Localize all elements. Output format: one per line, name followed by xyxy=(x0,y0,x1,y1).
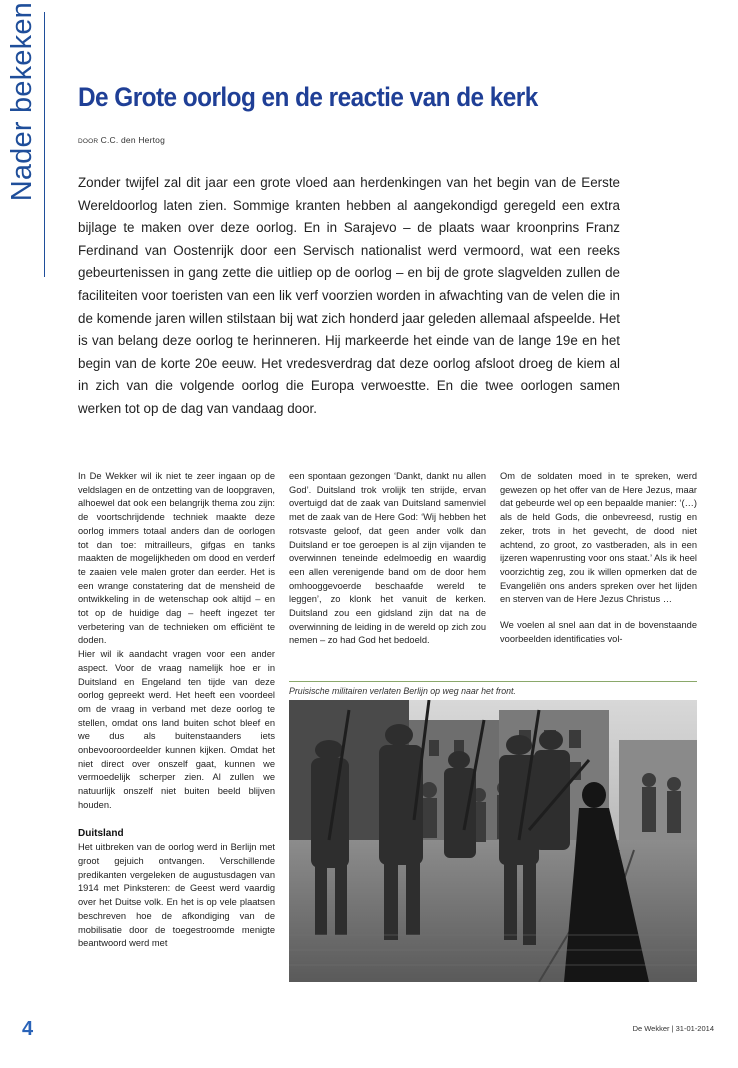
paragraph: Om de soldaten moed in te spreken, werd gewezen op het offer van de Here Jezus, maar dat gebeurde wel op een bepaalde manier: ‘(…) als de held Gods, die onbevreesd, rustig en zeker, trots in het gevecht, de dood niet achtend, zo groot, zo vastberaden, als in een ijzeren wapenrusting voor ons staat.’ Als ik heel voorzichtig zeg, zou ik willen opmerken dat de Evangeliën ons anders spreken over het lijden en sterven van de Here Jezus Christus … xyxy=(500,471,697,605)
historical-photo xyxy=(289,700,697,982)
byline-prefix: DOOR xyxy=(78,138,99,145)
byline-author: C.C. den Hertog xyxy=(100,135,166,145)
article-title: De Grote oorlog en de reactie van de kerk xyxy=(78,82,538,112)
subheading: Duitsland xyxy=(78,827,124,839)
caption-rule xyxy=(289,681,697,682)
footer: De Wekker | 31-01-2014 xyxy=(632,1024,714,1033)
column-3 xyxy=(500,470,697,646)
paragraph: Hier wil ik aandacht vragen voor een ander aspect. Voor de vraag namelijk hoe er in Duitsland en Engeland ten tijde van deze oorlog gepreekt werd. Het heeft een voordeel om de vraag in verband met deze oorlog te stellen, omdat ons land buiten schot bleef en we dus als buitenstaanders iets onbevooroordeelder kunnen kijken. Omdat het niet direct over onszelf gaat, kunnen we vermoedelijk scherper zien. Al zullen we natuurlijk onszelf niet buiten beeld blijven houden. xyxy=(78,649,275,810)
photo-caption: Pruisische militairen verlaten Berlijn op weg naar het front. xyxy=(289,686,516,696)
soldiers-march-illustration xyxy=(289,700,697,982)
byline xyxy=(78,135,165,145)
paragraph: een spontaan gezongen ‘Dankt, dankt nu allen God’. Duitsland trok vrolijk ten strijde, ervan overtuigd dat de zaak van Duitsland samenviel met de zaak van de Here God: ‘Wij hebben het rotsvaste geloof, dat geen ander volk dan Duitsland er toe geroepen is al zijn vijanden te overwinnen teneinde edelmoedig en waardig een allen verenigende band om de door hem omhooggevoerde beschaafde wereld te leggen’, zo klonk het vanuit de kerken. Duitsland zou een gidsland zijn dat na de overwinning de leiding in de wereld op zich zou nemen – zo had God het bedoeld. xyxy=(289,471,486,646)
intro-paragraph: Zonder twijfel zal dit jaar een grote vloed aan herdenkingen van het begin van de Eerste Wereldoorlog laten zien. Sommige kranten hebben al aangekondigd geregeld een extra bijlage te maken over deze oorlog. En in Sarajevo – de plaats waar kroonprins Franz Ferdinand van Oostenrijk door een Servisch nationalist werd vermoord, wat een reeks gebeurtenissen in gang zette die uitliep op de oorlog – en bij de grote slagvelden zullen de faciliteiten voor toeristen van een lik verf voorzien worden in afwachting van de velen die in de komende jaren willen stilstaan bij wat zich honderd jaar geleden allemaal afspeelde. Het is van belang deze oorlog te herinneren. Hij markeerde het einde van de lange 19e en het begin van de korte 20e eeuw. Het vredesverdrag dat deze oorlog afsloot droeg de kiem al in zich van die volgende oorlog die Europa verwoestte. En die twee oorlogen samen werken tot op de dag van vandaag door. xyxy=(78,175,620,416)
paragraph: Het uitbreken van de oorlog werd in Berlijn met groot gejuich ontvangen. Verschillende predikanten vergeleken de augustusdagen van 1914 met Pinksteren: de Geest werd vaardig over het Duitse volk. En het is op vele plaatsen beschreven hoe de afkondiging van de mobilisatie door de toegestroomde menigte beantwoord werd met xyxy=(78,842,275,949)
paragraph: We voelen al snel aan dat in de bovenstaande voorbeelden identificaties vol- xyxy=(500,620,697,644)
side-rule xyxy=(44,12,45,277)
section-label: Nader bekeken xyxy=(6,2,38,202)
column-2 xyxy=(289,470,486,648)
column-1 xyxy=(78,470,275,951)
page-number: 4 xyxy=(22,1018,34,1040)
paragraph: In De Wekker wil ik niet te zeer ingaan op de veldslagen en de ontzetting van de loopgraven, alhoewel dat ook een belangrijk thema zou zijn: de voortschrijdende techniek maakte deze oorlog immers totaal anders dan de oorlogen tot dan toe: mitrailleurs, gifgas en tanks maakten de mogelijkheden om dood en verderf te zaaien vele malen groter dan eerder. Het is een wrange constatering dat de mensheid de ontwikkeling in de wetenschap ook altijd – en tot op de huidige dag – heeft ingezet ter verbetering van de technieken om efficiënt te doden. xyxy=(78,471,275,646)
